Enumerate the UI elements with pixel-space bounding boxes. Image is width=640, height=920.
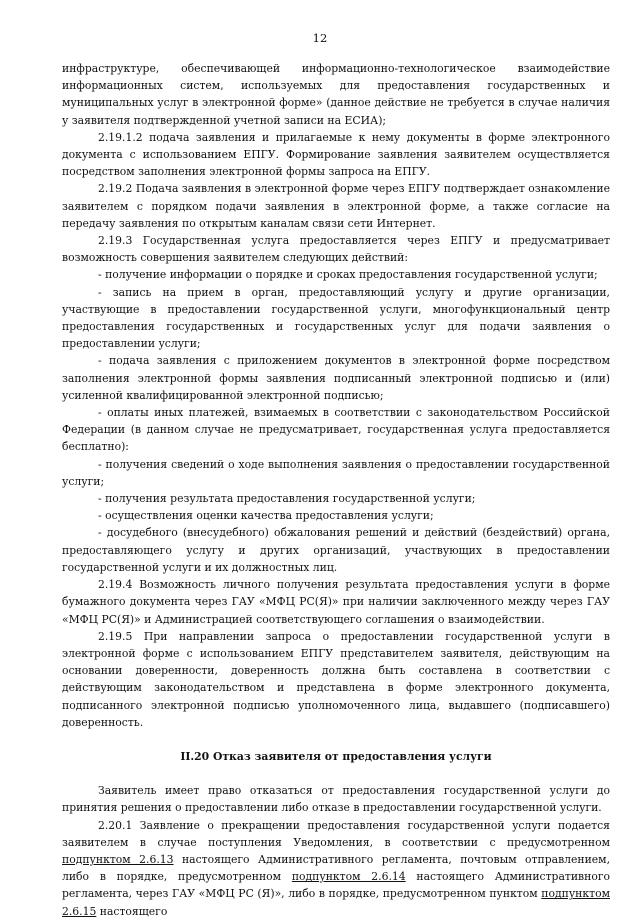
paragraph: инфраструктуре, обеспечивающей информационно-технологическое взаимодействие информационных систем, используемых для предоставления государственных и муниципальных услуг в электронной форме» (данное действие не требуется в случае наличия у заявителя подтвержденной учетной записи на ЕСИА); xyxy=(62,62,610,127)
reference-link-2-6-15[interactable]: подпунктом 2.6.15 xyxy=(62,887,610,918)
paragraph: - получения результата предоставления государственной услуги; xyxy=(98,492,476,506)
paragraph: 2.19.4 Возможность личного получения результата предоставления услуги в форме бумажного документа через ГАУ «МФЦ РС(Я)» при наличии заключенного между через ГАУ «МФЦ РС(Я)» и Администрацией соответствующего соглашения о взаимодействии. xyxy=(62,578,610,626)
reference-link-2-6-14[interactable]: подпунктом 2.6.14 xyxy=(291,870,406,884)
paragraph: - оплаты иных платежей, взимаемых в соответствии с законодательством Российской Федерации (в данном случае не предусматривает, государственная услуга предоставляется бесплатно): xyxy=(62,406,610,454)
paragraph-list xyxy=(62,60,610,731)
paragraph: - досудебного (внесудебного) обжалования решений и действий (бездействий) органа, предоставляющего услугу и других организаций, участвующих в предоставлении государственной услуги и их должностных лиц. xyxy=(62,526,610,574)
paragraph-list-after-heading xyxy=(62,782,610,816)
section-heading: II.20 Отказ заявителя от предоставления услуги xyxy=(180,749,492,763)
text-run: 2.20.1 Заявление о прекращении предоставления государственной услуги подается заявителем в случае поступления Уведомления, в соответствии с предусмотренном xyxy=(62,818,610,849)
paragraph: - осуществления оценки качества предоставления услуги; xyxy=(98,509,434,523)
paragraph: Заявитель имеет право отказаться от предоставления государственной услуги до принятия решения о предоставлении либо отказе в предоставлении государственной услуги. xyxy=(62,784,610,815)
paragraph: - получения сведений о ходе выполнения заявления о предоставлении государственной услуги; xyxy=(62,457,610,488)
paragraph: 2.19.1.2 подача заявления и прилагаемые к нему документы в форме электронного документа с использованием ЕПГУ. Формирование заявления заявителем осуществляется посредством заполнения электронной формы запроса на ЕПГУ. xyxy=(62,130,610,179)
paragraph: 2.19.5 При направлении запроса о предоставлении государственной услуги в электронной форме с использованием ЕПГУ представителем заявителя, действующим на основании доверенности, доверенность должна быть составлена в соответствии с действующим законодательством и представлена в форме электронного документа, подписанного электронной подписью уполномоченного лица, выдавшего (подписавшего) доверенность. xyxy=(62,629,610,729)
paragraph: - получение информации о порядке и сроках предоставления государственной услуги; xyxy=(98,268,598,282)
document-body xyxy=(62,60,610,920)
paragraph: 2.19.3 Государственная услуга предоставляется через ЕПГУ и предусматривает возможность совершения заявителем следующих действий: xyxy=(62,234,610,265)
paragraph-2-20-1 xyxy=(62,817,610,920)
text-run: настоящего Административного регламента, через ГАУ «МФЦ РС (Я)», либо в порядке, предусмотренном пунктом xyxy=(62,870,610,901)
page-number: 12 xyxy=(312,31,328,45)
text-run: настоящего Административного регламента, почтовым отправлением, либо в порядке, предусмотренном xyxy=(62,852,611,884)
text-run: настоящего xyxy=(96,904,168,918)
paragraph: - запись на прием в орган, предоставляющий услугу и другие организации, участвующие в предоставлении государственной услуги, многофункциональный центр предоставления государственных и государственных услуг для подачи заявления о предоставлении услуги; xyxy=(62,285,610,351)
paragraph: 2.19.2 Подача заявления в электронной форме через ЕПГУ подтверждает ознакомление заявителем с порядком подачи заявления в электронной форме, а также согласие на передачу заявления по открытым каналам связи сети Интернет. xyxy=(62,182,610,230)
reference-link-2-6-13[interactable]: подпунктом 2.6.13 xyxy=(62,852,174,866)
paragraph: - подача заявления с приложением документов в электронной форме посредством заполнения электронной формы заявления подписанный электронной подписью и (или) усиленной квалифицированной электронной подписью; xyxy=(62,354,610,402)
